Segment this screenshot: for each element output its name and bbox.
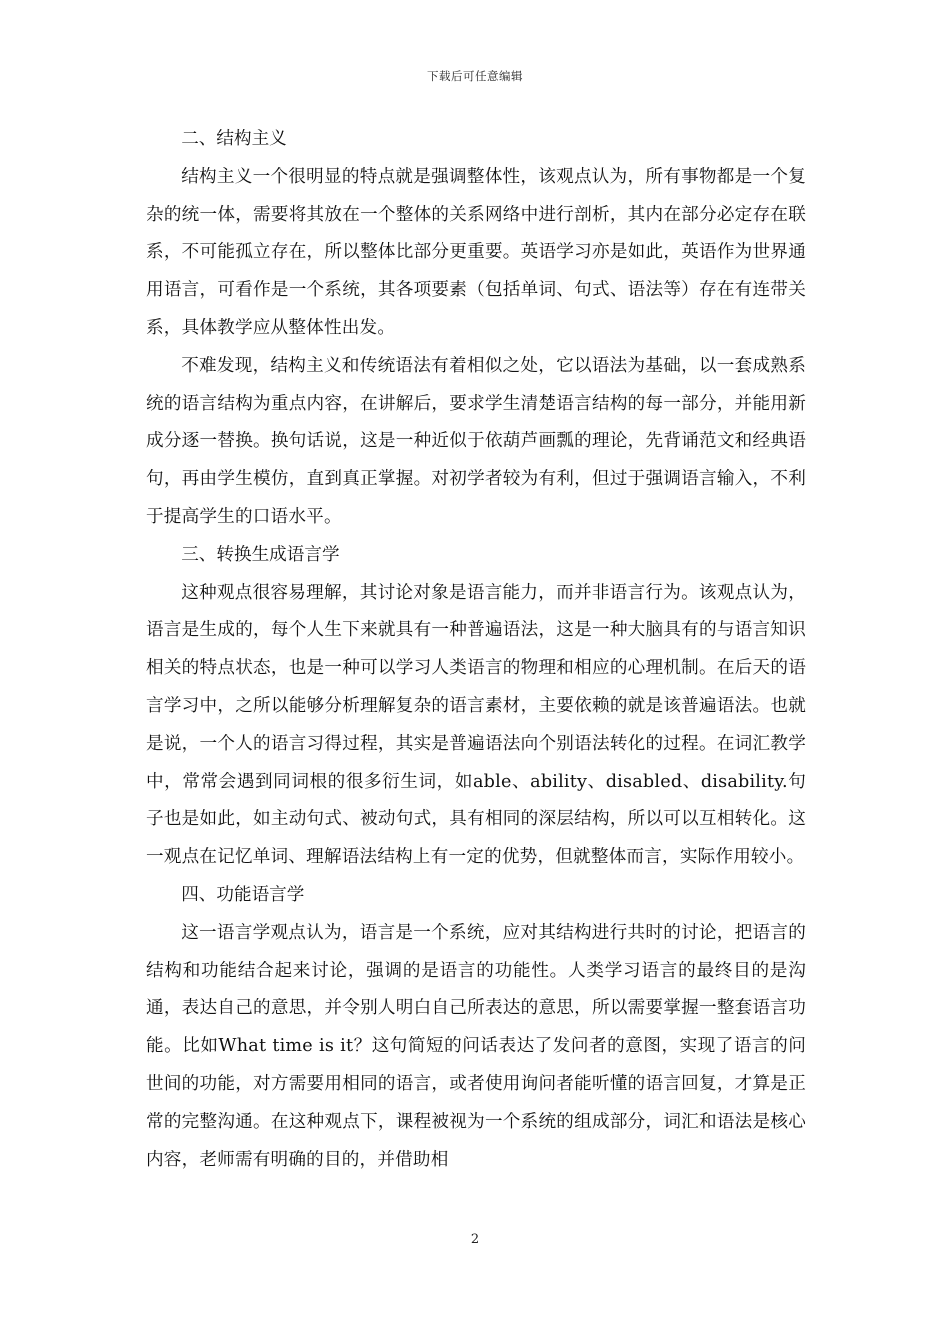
paragraph-structuralism-1: 结构主义一个很明显的特点就是强调整体性，该观点认为，所有事物都是一个复杂的统一体，需要将其放在一个整体的关系网络中进行剖析，其内在部分必定存在联系，不可能孤立存在，所以整体比部分更重要。英语学习亦是如此，英语作为世界通用语言，可看作是一个系统，其各项要素（包括单词、句式、语法等）存在有连带关系，具体教学应从整体性出发。 [146, 166, 806, 338]
document-body [146, 121, 806, 1179]
paragraph-structuralism-2: 不难发现，结构主义和传统语法有着相似之处，它以语法为基础，以一套成熟系统的语言结构为重点内容，在讲解后，要求学生清楚语言结构的每一部分，并能用新成分逐一替换。换句话说，这是一种近似于依葫芦画瓢的理论，先背诵范文和经典语句，再由学生模仿，直到真正掌握。对初学者较为有利，但过于强调语言输入，不利于提高学生的口语水平。 [146, 355, 806, 527]
section-heading-transformational-generative: 三、转换生成语言学 [181, 544, 340, 565]
section-heading-structuralism: 二、结构主义 [181, 129, 287, 149]
page-header: 下载后可任意编辑 [427, 69, 523, 83]
paragraph-functional-linguistics-1: 这一语言学观点认为，语言是一个系统，应对其结构进行共时的讨论，把语言的结构和功能结合起来讨论，强调的是语言的功能性。人类学习语言的最终目的是沟通，表达自己的意思，并令别人明白自己所表达的意思，所以需要掌握一整套语言功能。比如What time is it？这句简短的问话表达了发问者的意图，实现了语言的问世间的功能，对方需要用相同的语言，或者使用询问者能听懂的语言回复，才算是正常的完整沟通。在这种观点下，课程被视为一个系统的组成部分，词汇和语法是核心内容，老师需有明确的目的，并借助相 [146, 922, 806, 1170]
page-number: 2 [470, 1232, 480, 1247]
section-heading-functional-linguistics: 四、功能语言学 [181, 884, 305, 905]
paragraph-transformational-generative-1: 这种观点很容易理解，其讨论对象是语言能力，而并非语言行为。该观点认为，语言是生成的，每个人生下来就具有一种普遍语法，这是一种大脑具有的与语言知识相关的特点状态，也是一种可以学习人类语言的物理和相应的心理机制。在后天的语言学习中，之所以能够分析理解复杂的语言素材，主要依赖的就是该普遍语法。也就是说，一个人的语言习得过程，其实是普遍语法向个别语法转化的过程。在词汇教学中，常常会遇到同词根的很多衍生词，如able、ability、disabled、disability.句子也是如此，如主动句式、被动句式，具有相同的深层结构，所以可以互相转化。这一观点在记忆单词、理解语法结构上有一定的优势，但就整体而言，实际作用较小。 [146, 582, 806, 868]
